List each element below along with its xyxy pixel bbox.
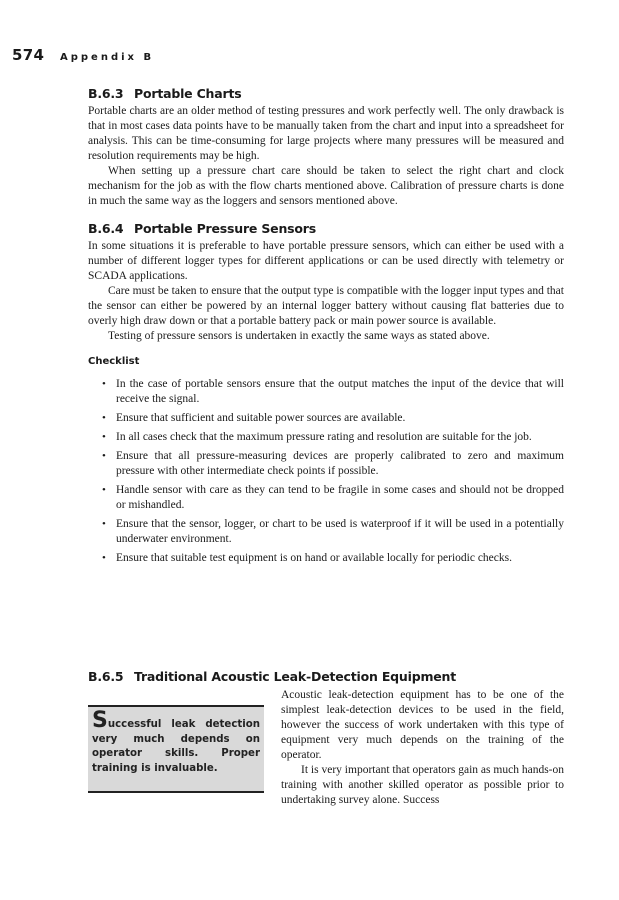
paragraph: Acoustic leak-detection equipment has to be one of the simplest leak-detection devices to be used in the field, however the success of work undertaken with this type of equipment very much depends on the training of the operator.	[281, 689, 564, 761]
bullet-icon: •	[102, 484, 106, 496]
callout-dropcap: S	[92, 708, 108, 733]
list-item: • Handle sensor with care as they can tend to be fragile in some cases and should not be dropped or mishandled.	[102, 484, 564, 511]
section-heading-b64	[88, 221, 564, 236]
section-b65	[88, 669, 564, 687]
list-item: • Ensure that sufficient and suitable power sources are available.	[102, 412, 406, 424]
bullet-icon: •	[102, 378, 106, 390]
paragraph: When setting up a pressure chart care should be taken to select the right chart and clock mechanism for the job as with the flow charts mentioned above. Calibration of pressure charts is done in much the same way as the loggers and sensors mentioned above.	[88, 165, 564, 207]
running-title: Appendix B	[60, 52, 155, 63]
bullet-icon: •	[102, 431, 106, 443]
paragraph: In some situations it is preferable to have portable pressure sensors, which can either be used with a number of different logger types for different applications or can be used directly with telemetry or SCADA applications.	[88, 240, 564, 282]
section-title: Portable Pressure Sensors	[134, 221, 316, 236]
callout-text: uccessful leak detection very much depends on operator skills. Proper training is invaluable.	[92, 719, 260, 774]
list-item: • Ensure that suitable test equipment is on hand or available locally for periodic checks.	[102, 552, 512, 564]
bullet-icon: •	[102, 518, 106, 530]
list-item: • Ensure that all pressure-measuring devices are properly calibrated to zero and maximum pressure with other intermediate check points if possible.	[102, 450, 564, 477]
checklist-heading: Checklist	[88, 356, 140, 367]
section-number: B.6.4	[88, 221, 124, 236]
section-heading-b63	[88, 86, 564, 101]
bullet-icon: •	[102, 450, 106, 462]
callout-box	[88, 705, 264, 793]
paragraph: Testing of pressure sensors is undertaken in exactly the same ways as stated above.	[108, 330, 490, 342]
bullet-icon: •	[102, 552, 106, 564]
checklist	[88, 377, 564, 566]
paragraph: Portable charts are an older method of testing pressures and work perfectly well. The only drawback is that in most cases data points have to be manually taken from the chart and input into a spreadsheet for analysis. This can be time-consuming for large projects where many pressures will be measured and resolution requirements may be high.	[88, 105, 564, 162]
page-number: 574	[12, 46, 45, 64]
paragraph: It is very important that operators gain as much hands-on training with another skilled operator as possible prior to undertaking survey alone. Success	[281, 764, 564, 806]
paragraph: Care must be taken to ensure that the output type is compatible with the logger input types and that the sensor can either be powered by an internal logger battery without causing flat batteries due to overly high draw down or that a portable battery pack or main power source is available.	[88, 285, 564, 327]
list-item: • In the case of portable sensors ensure that the output matches the input of the device that will receive the signal.	[102, 378, 564, 405]
list-item: • In all cases check that the maximum pressure rating and resolution are suitable for the job.	[102, 431, 532, 443]
main-content	[88, 86, 564, 570]
section-heading-b65	[88, 669, 564, 684]
running-header	[12, 46, 154, 66]
b65-text-column	[281, 688, 564, 808]
bullet-icon: •	[102, 412, 106, 424]
list-item: • Ensure that the sensor, logger, or chart to be used is waterproof if it will be used in a potentially underwater environment.	[102, 518, 564, 545]
section-title: Traditional Acoustic Leak-Detection Equipment	[134, 669, 457, 684]
section-number: B.6.5	[88, 669, 124, 684]
section-title: Portable Charts	[134, 86, 242, 101]
section-number: B.6.3	[88, 86, 124, 101]
